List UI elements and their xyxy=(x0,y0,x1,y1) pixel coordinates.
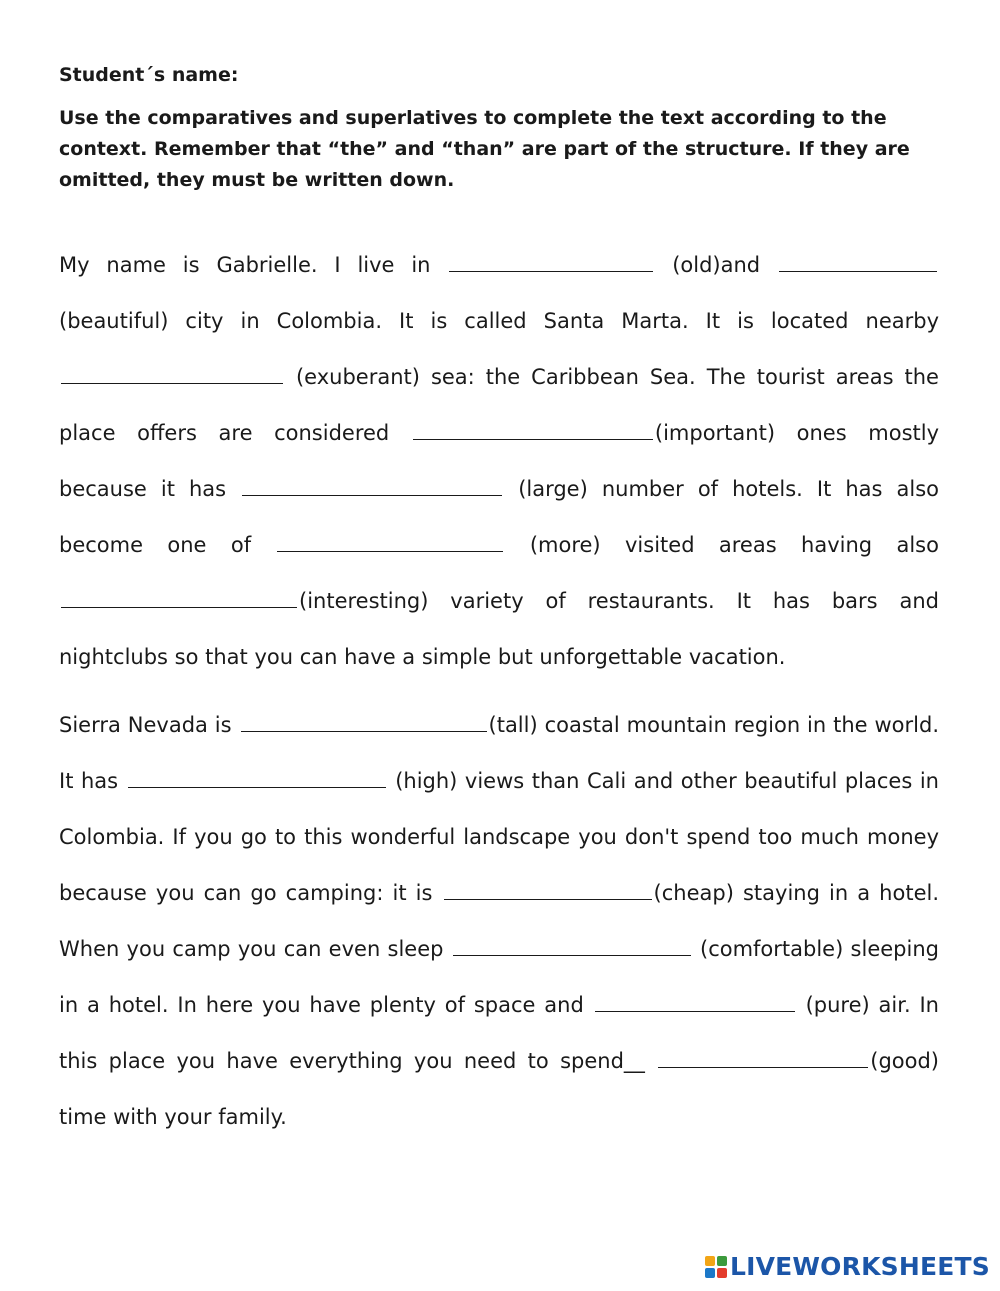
text-segment: (old)and xyxy=(672,253,761,277)
blank-more[interactable] xyxy=(277,550,503,552)
text-segment: (more) visited areas having also xyxy=(529,533,939,557)
blank-good[interactable] xyxy=(658,1066,868,1068)
blank-comfortable[interactable] xyxy=(453,954,691,956)
student-name-label: Student´s name: xyxy=(59,64,239,86)
blank-beautiful[interactable] xyxy=(779,270,937,272)
text-segment: (comfortable) sleeping in a hotel. In here you have plenty of space and xyxy=(59,937,939,1017)
text-segment: (interesting) variety of restaurants. It has bars and nightclubs so that you can have a simple but unforgettable vacation. xyxy=(59,589,939,669)
paragraph-sierra-nevada xyxy=(59,697,939,1145)
blank-high[interactable] xyxy=(128,786,386,788)
text-segment: (large) number of hotels. It has also become one of xyxy=(59,477,939,557)
blank-important[interactable] xyxy=(413,438,653,440)
blank-old[interactable] xyxy=(449,270,653,272)
text-segment: (cheap) staying in a hotel. When you camp you can even sleep xyxy=(59,881,940,961)
liveworksheets-logo xyxy=(705,1252,990,1281)
logo-block xyxy=(717,1256,727,1266)
logo-block xyxy=(705,1256,715,1266)
logo-blocks-icon xyxy=(705,1256,727,1278)
text-segment: (pure) air. In this place you have everything you need to spend__ xyxy=(59,993,939,1073)
logo-block xyxy=(705,1268,715,1278)
text-segment: My name is Gabrielle. I live in xyxy=(59,253,431,277)
text-segment: (tall) coastal mountain region in the world. It has xyxy=(59,713,939,793)
blank-large[interactable] xyxy=(242,494,502,496)
text-segment: Sierra Nevada is xyxy=(59,713,232,737)
logo-block xyxy=(717,1268,727,1278)
blank-cheap[interactable] xyxy=(444,898,652,900)
text-segment: (exuberant) sea: the Caribbean Sea. The tourist areas the place offers are considered xyxy=(59,365,939,445)
text-segment: (high) views than Cali and other beautiful places in Colombia. If you go to this wonderful landscape you don't spend too much money because you can go camping: it is xyxy=(59,769,939,905)
blank-pure[interactable] xyxy=(595,1010,795,1012)
text-segment: (beautiful) city in Colombia. It is called Santa Marta. It is located nearby xyxy=(59,309,939,333)
blank-tall[interactable] xyxy=(241,730,487,732)
paragraph-santa-marta xyxy=(59,237,939,685)
instructions: Use the comparatives and superlatives to complete the text according to the context. Remember that “the” and “than” are part of the structure. If they are omitted, they must be written down. xyxy=(59,107,910,191)
blank-interesting[interactable] xyxy=(61,606,297,608)
text-segment: (important) ones mostly because it has xyxy=(59,421,940,501)
blank-exuberant[interactable] xyxy=(61,382,283,384)
logo-text: LIVEWORKSHEETS xyxy=(729,1252,990,1281)
text-segment: (good) time with your family. xyxy=(59,1049,939,1129)
